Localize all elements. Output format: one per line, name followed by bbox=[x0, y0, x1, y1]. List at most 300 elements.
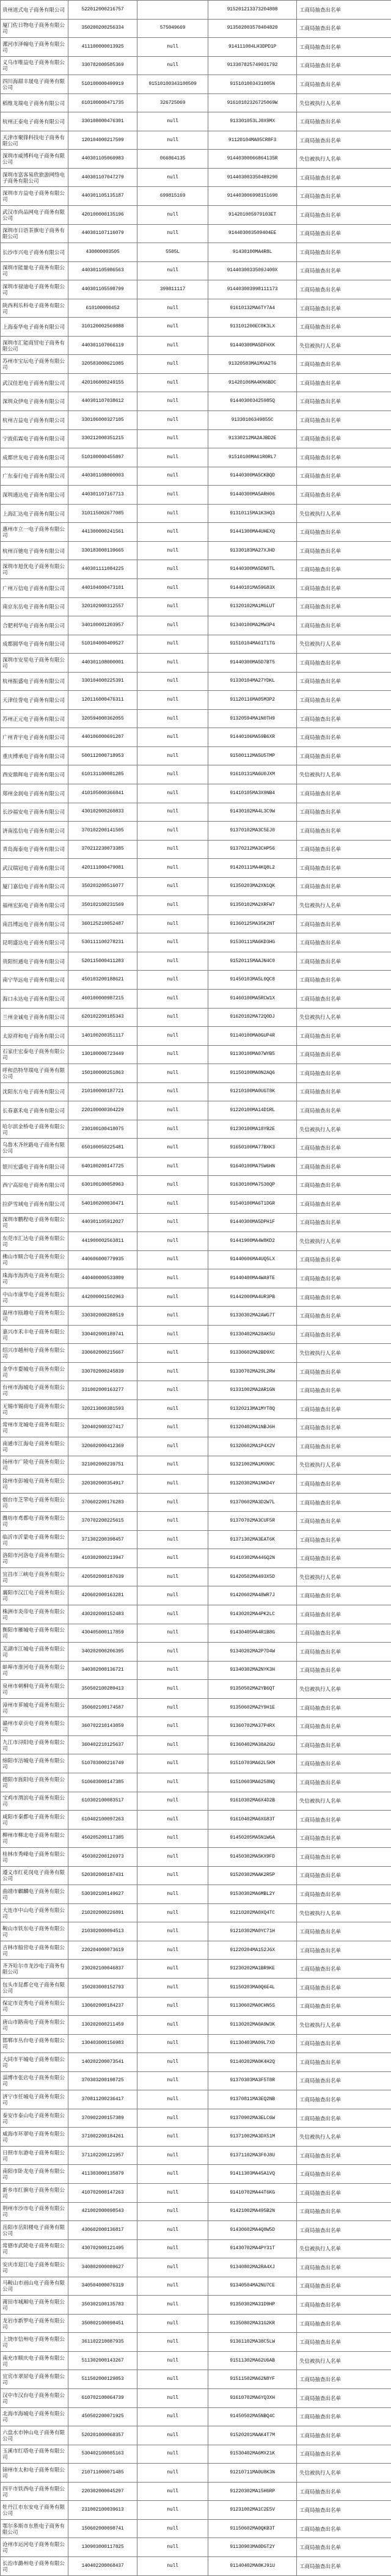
list-type-cell: 工商局抽查出名单 bbox=[297, 784, 391, 803]
registration-number-cell: 330702000245839 bbox=[68, 1362, 137, 1381]
organization-code-cell: null bbox=[137, 1960, 208, 1979]
registration-number-cell: 150203000152793 bbox=[68, 1978, 137, 1997]
registration-number-cell: 420502000187639 bbox=[68, 1567, 137, 1586]
registration-number-cell: 411303000135879 bbox=[68, 2165, 137, 2184]
organization-code-cell: null bbox=[137, 1101, 208, 1120]
registration-number-cell: 430602000136817 bbox=[68, 2221, 137, 2240]
organization-code-cell: null bbox=[137, 2426, 208, 2445]
list-type-cell: 工商局抽查出名单 bbox=[297, 1418, 391, 1437]
list-type-cell: 工商局抽查出名单 bbox=[297, 486, 391, 505]
credit-code-cell: 91450302MA5KX9FD bbox=[208, 1848, 297, 1867]
list-type-cell: 工商局抽查出名单 bbox=[297, 112, 391, 131]
organization-code-cell: null bbox=[137, 784, 208, 803]
table-row bbox=[1, 597, 391, 616]
table-row bbox=[1, 411, 391, 430]
table-row bbox=[1, 2221, 391, 2240]
registration-number-cell: 511502000129853 bbox=[68, 2370, 137, 2389]
organization-code-cell: null bbox=[137, 467, 208, 486]
company-name-cell: 临沂市沂蒙电子商务有限公司 bbox=[1, 1530, 68, 1549]
registration-number-cell: 370902200157389 bbox=[68, 2109, 137, 2128]
organization-code-cell: null bbox=[137, 1792, 208, 1811]
registration-number-cell: 340100001203957 bbox=[68, 616, 137, 635]
credit-code-cell: 91430702MA4PY31T bbox=[208, 2239, 297, 2258]
list-type-cell: 工商局抽查出名单 bbox=[297, 2053, 391, 2072]
table-row bbox=[1, 2501, 391, 2520]
list-type-cell: 工商局抽查出名单 bbox=[297, 373, 391, 392]
credit-code-cell: 9144030033509J400X bbox=[208, 261, 297, 280]
registration-number-cell: 360402210125637 bbox=[68, 1735, 137, 1754]
registration-number-cell: 370212230073385 bbox=[68, 840, 137, 859]
table-row bbox=[1, 2128, 391, 2147]
organization-code-cell: null bbox=[137, 933, 208, 952]
organization-code-cell: null bbox=[137, 2090, 208, 2109]
organization-code-cell: null bbox=[137, 1549, 208, 1568]
registration-number-cell: 430202000152483 bbox=[68, 1605, 137, 1624]
table-row bbox=[1, 2389, 391, 2408]
organization-code-cell: null bbox=[137, 1008, 208, 1027]
organization-code-cell: null bbox=[137, 1362, 208, 1381]
company-name-cell: 广东泰行电子商务有限公司 bbox=[1, 467, 68, 486]
credit-code-cell: 91370702MA3CUF5R bbox=[208, 1512, 297, 1531]
credit-code-cell: 91610102326725069W bbox=[208, 93, 297, 112]
list-type-cell: 工商局抽查出名单 bbox=[297, 2183, 391, 2202]
credit-code-cell: 91440400MA4WA9TE bbox=[208, 1269, 297, 1288]
credit-code-cell: 91450103MA5L0QC8 bbox=[208, 971, 297, 990]
table-row bbox=[1, 746, 391, 765]
credit-code-cell: 91610132MA6TY7A4 bbox=[208, 299, 297, 318]
organization-code-cell: null bbox=[137, 1978, 208, 1997]
table-row bbox=[1, 578, 391, 597]
credit-code-cell: 91410302MA44GQ2N bbox=[208, 1549, 297, 1568]
registration-number-cell: 350502100289413 bbox=[68, 1680, 137, 1699]
registration-number-cell: 610100000452 bbox=[68, 299, 137, 318]
list-type-cell: 工商局抽查出名单 bbox=[297, 318, 391, 337]
company-name-cell: 珠海市海湾电子商务有限公司 bbox=[1, 1269, 68, 1288]
organization-code-cell: null bbox=[137, 2258, 208, 2277]
credit-code-cell: 91320302MA1NKD4Y bbox=[208, 1475, 297, 1494]
company-name-cell: 九江市浔阳电子商务有限公司 bbox=[1, 1735, 68, 1754]
credit-code-cell: 91440101MA59G83X bbox=[208, 578, 297, 597]
organization-code-cell: null bbox=[137, 541, 208, 560]
table-row bbox=[1, 1605, 391, 1624]
table-row bbox=[1, 896, 391, 915]
credit-code-cell: 914403003998111173 bbox=[208, 280, 297, 299]
registration-number-cell: 410702000147263 bbox=[68, 2183, 137, 2202]
company-name-cell: 中山市康华电子商务有限公司 bbox=[1, 1288, 68, 1307]
list-type-cell: 工商局抽查出名单 bbox=[297, 2426, 391, 2445]
credit-code-cell: 91220302MA15H6RP bbox=[208, 2482, 297, 2501]
registration-number-cell: 340202000206395 bbox=[68, 1643, 137, 1662]
credit-code-cell: 91441300MA4UHEXQ bbox=[208, 523, 297, 542]
organization-code-cell: null bbox=[137, 1400, 208, 1419]
credit-code-cell: 91430100MA4R8L bbox=[208, 243, 297, 262]
table-row bbox=[1, 952, 391, 971]
organization-code-cell: null bbox=[137, 1045, 208, 1064]
credit-code-cell: 91350102MA2XRFW7 bbox=[208, 896, 297, 915]
table-row bbox=[1, 2351, 391, 2370]
company-name-cell: 深圳市安星电子商务有限公司 bbox=[1, 654, 68, 673]
list-type-cell: 工商局抽查出名单 bbox=[297, 429, 391, 448]
registration-number-cell: 360702210143859 bbox=[68, 1717, 137, 1736]
registration-number-cell: 130602000184237 bbox=[68, 1997, 137, 2016]
company-name-cell: 衡阳市雁城电子商务有限公司 bbox=[1, 1624, 68, 1643]
registration-number-cell: 220302000045297 bbox=[68, 2482, 137, 2501]
registration-number-cell: 411100000013925 bbox=[68, 38, 137, 57]
list-type-cell: 工商局抽查出名单 bbox=[297, 261, 391, 280]
table-row bbox=[1, 2034, 391, 2053]
company-name-cell: 宁波佑霖电子商务有限公司 bbox=[1, 429, 68, 448]
list-type-cell: 失信被执行人名单 bbox=[297, 635, 391, 654]
company-name-cell: 包头市昆都仑电子商务有限公司 bbox=[1, 1978, 68, 1997]
registration-number-cell: 140100200351117 bbox=[68, 1027, 137, 1046]
list-type-cell: 工商局抽查出名单 bbox=[297, 2556, 391, 2575]
table-row bbox=[1, 1773, 391, 1792]
organization-code-cell: null bbox=[137, 1717, 208, 1736]
company-name-cell: 太原祥和电子商务有限公司 bbox=[1, 1027, 68, 1046]
registration-number-cell: 120116000476311 bbox=[68, 691, 137, 710]
registration-number-cell: 440301105060983 bbox=[68, 150, 137, 169]
organization-code-cell: null bbox=[137, 318, 208, 337]
company-name-cell: 宜昌市三峡电子商务有限公司 bbox=[1, 1567, 68, 1586]
registration-number-cell: 460100000987215 bbox=[68, 989, 137, 1008]
list-type-cell: 工商局抽查出名单 bbox=[297, 1811, 391, 1830]
list-type-cell: 失信被执行人名单 bbox=[297, 1567, 391, 1586]
organization-code-cell: null bbox=[137, 1064, 208, 1083]
organization-code-cell: null bbox=[137, 448, 208, 467]
list-type-cell: 工商局抽查出名单 bbox=[297, 243, 391, 262]
organization-code-cell: null bbox=[137, 746, 208, 765]
registration-number-cell: 450103200188621 bbox=[68, 971, 137, 990]
table-row bbox=[1, 93, 391, 112]
registration-number-cell: 350203200516077 bbox=[68, 877, 137, 896]
company-name-cell: 邯郸市丛台电子商务有限公司 bbox=[1, 2034, 68, 2053]
registration-number-cell: 440606000779935 bbox=[68, 1250, 137, 1269]
list-type-cell: 失信被执行人名单 bbox=[297, 1680, 391, 1699]
list-type-cell: 工商局抽查出名单 bbox=[297, 1288, 391, 1307]
table-row bbox=[1, 19, 391, 38]
organization-code-cell: null bbox=[137, 2519, 208, 2538]
table-row bbox=[1, 2016, 391, 2035]
registration-number-cell: 440301107116079 bbox=[68, 224, 137, 243]
organization-code-cell: null bbox=[137, 2034, 208, 2053]
table-row bbox=[1, 672, 391, 691]
registration-number-cell: 440301111084225 bbox=[68, 560, 137, 579]
table-row bbox=[1, 1586, 391, 1605]
credit-code-cell: 91330702MA29L2RW bbox=[208, 1362, 297, 1381]
credit-code-cell: 914403006998151690 bbox=[208, 187, 297, 206]
table-row bbox=[1, 1400, 391, 1419]
registration-number-cell: 120104000217599 bbox=[68, 131, 137, 150]
registration-number-cell: 630100100058963 bbox=[68, 1176, 137, 1195]
registration-number-cell: 320583000621085 bbox=[68, 355, 137, 374]
organization-code-cell: null bbox=[137, 971, 208, 990]
company-name-cell: 龙岩市新罗电子商务有限公司 bbox=[1, 2314, 68, 2333]
company-name-cell: 吉林市船营电子商务有限公司 bbox=[1, 1941, 68, 1960]
company-name-cell: 杭州正泰电子商务有限公司 bbox=[1, 112, 68, 131]
list-type-cell: 工商局抽查出名单 bbox=[297, 1381, 391, 1400]
company-name-cell: 荆州市沙市电子商务有限公司 bbox=[1, 2202, 68, 2221]
credit-code-cell: 913301053LJ0X9MX bbox=[208, 112, 297, 131]
organization-code-cell: null bbox=[137, 1605, 208, 1624]
credit-code-cell: 91340504MA2NU7CE bbox=[208, 2277, 297, 2296]
registration-number-cell: 350302100135783 bbox=[68, 2296, 137, 2315]
organization-code-cell: null bbox=[137, 1082, 208, 1101]
organization-code-cell: null bbox=[137, 1811, 208, 1830]
registration-number-cell: 350802100098451 bbox=[68, 2314, 137, 2333]
credit-code-cell: 91440300066864135R bbox=[208, 150, 297, 169]
list-type-cell: 工商局抽查出名单 bbox=[297, 1195, 391, 1214]
organization-code-cell: null bbox=[137, 1885, 208, 1904]
list-type-cell: 工商局抽查出名单 bbox=[297, 2071, 391, 2090]
registration-number-cell: 220204000073619 bbox=[68, 1941, 137, 1960]
table-row bbox=[1, 1139, 391, 1158]
list-type-cell: 工商局抽查出名单 bbox=[297, 746, 391, 765]
credit-code-cell: 91630100MA7530QP bbox=[208, 1176, 297, 1195]
company-name-cell: 上饶市信州电子商务有限公司 bbox=[1, 2333, 68, 2352]
list-type-cell: 工商局抽查出名单 bbox=[297, 2482, 391, 2501]
list-type-cell: 工商局抽查出名单 bbox=[297, 2221, 391, 2240]
organization-code-cell: null bbox=[137, 2464, 208, 2483]
registration-number-cell: 330602000215667 bbox=[68, 1344, 137, 1363]
organization-code-cell: null bbox=[137, 2109, 208, 2128]
list-type-cell: 工商局抽查出名单 bbox=[297, 2389, 391, 2408]
list-type-cell: 工商局抽查出名单 bbox=[297, 654, 391, 673]
company-name-cell: 北海市海城电子商务有限公司 bbox=[1, 2407, 68, 2426]
table-row bbox=[1, 616, 391, 635]
credit-code-cell: 91520115MAAJN4C0 bbox=[208, 952, 297, 971]
list-type-cell: 工商局抽查出名单 bbox=[297, 1643, 391, 1662]
company-name-cell: 锦州市太和电子商务有限公司 bbox=[1, 2464, 68, 2483]
credit-code-cell: 91360702MA37P4RX bbox=[208, 1717, 297, 1736]
organization-code-cell: null bbox=[137, 1997, 208, 2016]
list-type-cell: 失信被执行人名单 bbox=[297, 2128, 391, 2147]
table-row bbox=[1, 1829, 391, 1848]
credit-code-cell: 91530111MA6KD3HG bbox=[208, 933, 297, 952]
registration-number-cell: 530402100085163 bbox=[68, 2445, 137, 2464]
list-type-cell: 工商局抽查出名单 bbox=[297, 1661, 391, 1680]
table-row bbox=[1, 318, 391, 337]
company-name-cell: 扬州市广陵电子商务有限公司 bbox=[1, 1456, 68, 1475]
list-type-cell: 工商局抽查出名单 bbox=[297, 2333, 391, 2352]
list-type-cell: 工商局抽查出名单 bbox=[297, 1064, 391, 1083]
credit-code-cell: 91610402MA6XG83T bbox=[208, 1811, 297, 1830]
company-name-cell: 淄博市张店电子商务有限公司 bbox=[1, 2071, 68, 2090]
table-row bbox=[1, 914, 391, 933]
table-row bbox=[1, 709, 391, 728]
organization-code-cell: null bbox=[137, 2071, 208, 2090]
list-type-cell: 工商局抽查出名单 bbox=[297, 168, 391, 187]
credit-code-cell: 91530402MA6MX21K bbox=[208, 2445, 297, 2464]
credit-code-cell: 91340302MA2NYK3H bbox=[208, 1661, 297, 1680]
credit-code-cell: 91440300MA5DPH1F bbox=[208, 1213, 297, 1232]
credit-code-cell: 91220204MA152J6X bbox=[208, 1941, 297, 1960]
credit-code-cell: 914403003425985Q bbox=[208, 392, 297, 411]
registration-number-cell: 130100000723449 bbox=[68, 1045, 137, 1064]
list-type-cell: 失信被执行人名单 bbox=[297, 2016, 391, 2035]
company-name-cell: 深圳市方益电子商务有限公司 bbox=[1, 187, 68, 206]
company-name-cell: 拉萨雪域电子商务有限公司 bbox=[1, 1195, 68, 1214]
registration-number-cell: 330183000139665 bbox=[68, 541, 137, 560]
credit-code-cell: 91610302MA6X4D2B bbox=[208, 1792, 297, 1811]
list-type-cell: 工商局抽查出名单 bbox=[297, 859, 391, 878]
organization-code-cell: null bbox=[137, 1418, 208, 1437]
credit-code-cell: 91320102MA1MGLUT bbox=[208, 597, 297, 616]
table-row bbox=[1, 467, 391, 486]
organization-code-cell: null bbox=[137, 1941, 208, 1960]
company-name-cell: 杭州吉益电子商务有限公司 bbox=[1, 411, 68, 430]
table-row bbox=[1, 1344, 391, 1363]
credit-code-cell: 91350502MA2YB6QT bbox=[208, 1680, 297, 1699]
company-name-cell: 昆明盛达电子商务有限公司 bbox=[1, 933, 68, 952]
company-name-cell: 陕西利乐科电子商务有限公司 bbox=[1, 299, 68, 318]
credit-code-cell: 91370303MA3F5T8R bbox=[208, 2071, 297, 2090]
credit-code-cell: 91130202MA0A9W3K bbox=[208, 2016, 297, 2035]
credit-code-cell: 91520302MAAK2R5P bbox=[208, 1866, 297, 1885]
registration-number-cell: 421002000098543 bbox=[68, 2202, 137, 2221]
table-row bbox=[1, 1717, 391, 1736]
organization-code-cell: null bbox=[137, 1735, 208, 1754]
organization-code-cell: null bbox=[137, 2183, 208, 2202]
list-type-cell: 工商局抽查出名单 bbox=[297, 1325, 391, 1344]
table-row bbox=[1, 1082, 391, 1101]
registration-number-cell: 340802000089627 bbox=[68, 2258, 137, 2277]
list-type-cell: 工商局抽查出名单 bbox=[297, 803, 391, 822]
registration-number-cell: 330106000327105 bbox=[68, 411, 137, 430]
list-type-cell: 工商局抽查出名单 bbox=[297, 2202, 391, 2221]
table-row bbox=[1, 131, 391, 150]
table-row bbox=[1, 2202, 391, 2221]
table-row bbox=[1, 1232, 391, 1251]
organization-code-cell: null bbox=[137, 2538, 208, 2557]
credit-code-cell: 91420502MA493X5D bbox=[208, 1567, 297, 1586]
credit-code-cell: 91320213MA1MYT8Q bbox=[208, 1400, 297, 1419]
list-type-cell: 工商局抽查出名单 bbox=[297, 1157, 391, 1176]
credit-code-cell: 91330602MA2BD9XC bbox=[208, 1344, 297, 1363]
credit-code-cell: 91410702MA44T6KG bbox=[208, 2183, 297, 2202]
company-name-cell: 杭州振盛电子商务有限公司 bbox=[1, 672, 68, 691]
registration-number-cell: 220100000304229 bbox=[68, 1101, 137, 1120]
credit-code-cell: 91210302MA0YC71H bbox=[208, 1922, 297, 1941]
organization-code-cell: null bbox=[137, 859, 208, 878]
credit-code-cell: 91420111MA4KQ8L2 bbox=[208, 859, 297, 878]
list-type-cell: 工商局抽查出名单 bbox=[297, 2370, 391, 2389]
list-type-cell: 工商局抽查出名单 bbox=[297, 19, 391, 38]
table-row bbox=[1, 971, 391, 990]
table-row bbox=[1, 1475, 391, 1494]
credit-code-cell: 913307825749031792 bbox=[208, 56, 297, 75]
table-row bbox=[1, 150, 391, 169]
company-name-cell: 无锡市锡商电子商务有限公司 bbox=[1, 1400, 68, 1419]
registration-number-cell: 330782000585369 bbox=[68, 56, 137, 75]
table-row bbox=[1, 1903, 391, 1922]
credit-code-cell: 91231002MA1C2E5V bbox=[208, 2501, 297, 2520]
list-type-cell: 工商局抽查出名单 bbox=[297, 728, 391, 747]
organization-code-cell: null bbox=[137, 765, 208, 784]
registration-number-cell: 320302000354917 bbox=[68, 1475, 137, 1494]
credit-code-cell: 91130100MA07WYB5 bbox=[208, 1045, 297, 1064]
registration-number-cell: 440106000691207 bbox=[68, 728, 137, 747]
registration-number-cell: 511302000143267 bbox=[68, 2351, 137, 2370]
organization-code-cell: null bbox=[137, 2221, 208, 2240]
list-type-cell: 工商局抽查出名单 bbox=[297, 75, 391, 94]
registration-number-cell: 410105000366841 bbox=[68, 784, 137, 803]
credit-code-cell: 91450205MA5N1W6A bbox=[208, 1829, 297, 1848]
registration-number-cell: 610131100081285 bbox=[68, 765, 137, 784]
credit-code-cell: 91210100MA0UGT8K bbox=[208, 1082, 297, 1101]
organization-code-cell: 699815169 bbox=[137, 187, 208, 206]
company-name-cell: 长治市潞州电子商务有限公司 bbox=[1, 2556, 68, 2575]
table-row bbox=[1, 765, 391, 784]
company-name-cell: 东莞市汇达电子商务有限公司 bbox=[1, 1232, 68, 1251]
table-row bbox=[1, 1045, 391, 1064]
registration-number-cell: 520302000187431 bbox=[68, 1866, 137, 1885]
table-row bbox=[1, 859, 391, 878]
registration-number-cell: 330104000225391 bbox=[68, 672, 137, 691]
organization-code-cell: null bbox=[137, 1848, 208, 1867]
listing-table-body bbox=[1, 1, 391, 2576]
organization-code-cell: null bbox=[137, 2389, 208, 2408]
company-name-cell: 济宁市任城电子商务有限公司 bbox=[1, 2090, 68, 2109]
organization-code-cell: null bbox=[137, 2556, 208, 2575]
registration-number-cell: 331002000163277 bbox=[68, 1381, 137, 1400]
organization-code-cell: null bbox=[137, 1344, 208, 1363]
credit-code-cell: 91120116MA05M3P2 bbox=[208, 691, 297, 710]
company-name-cell: 杭州百驰电子商务有限公司 bbox=[1, 541, 68, 560]
credit-code-cell: 91650100MA77BXK3 bbox=[208, 1139, 297, 1158]
list-type-cell: 工商局抽查出名单 bbox=[297, 467, 391, 486]
company-name-cell: 上海汇达电子商务有限公司 bbox=[1, 504, 68, 523]
table-row bbox=[1, 2071, 391, 2090]
registration-number-cell: 370303200198725 bbox=[68, 2071, 137, 2090]
organization-code-cell: null bbox=[137, 2370, 208, 2389]
company-name-cell: 长春嘉禾电子商务有限公司 bbox=[1, 1101, 68, 1120]
company-name-cell: 徐州市彭城电子商务有限公司 bbox=[1, 1475, 68, 1494]
registration-number-cell: 430702000121495 bbox=[68, 2239, 137, 2258]
registration-number-cell: 150602000098741 bbox=[68, 2519, 137, 2538]
registration-number-cell: 430102000260833 bbox=[68, 803, 137, 822]
credit-code-cell: 91230202MA1BR9KE bbox=[208, 1960, 297, 1979]
table-row bbox=[1, 1456, 391, 1475]
table-row bbox=[1, 280, 391, 299]
table-row bbox=[1, 1978, 391, 1997]
organization-code-cell: null bbox=[137, 168, 208, 187]
credit-code-cell: 91330212MA2AJBD2E bbox=[208, 429, 297, 448]
table-row bbox=[1, 2538, 391, 2557]
organization-code-cell: null bbox=[137, 672, 208, 691]
list-type-cell: 失信被执行人名单 bbox=[297, 1792, 391, 1811]
table-row bbox=[1, 1567, 391, 1586]
list-type-cell: 工商局抽查出名单 bbox=[297, 1829, 391, 1848]
credit-code-cell: 91510703MA62L5KM bbox=[208, 1754, 297, 1773]
registration-number-cell: 610402100097263 bbox=[68, 1811, 137, 1830]
company-name-cell: 南通市江海电子商务有限公司 bbox=[1, 1437, 68, 1456]
registration-number-cell: 140202200073541 bbox=[68, 2053, 137, 2072]
company-name-cell: 台州市海城电子商务有限公司 bbox=[1, 1381, 68, 1400]
credit-code-cell: 91370902MA3ELC6W bbox=[208, 2109, 297, 2128]
table-row bbox=[1, 392, 391, 411]
company-name-cell: 上海泰华电子商务有限公司 bbox=[1, 318, 68, 337]
company-name-cell: 稻维龙瑞电子商务有限公司 bbox=[1, 93, 68, 112]
table-row bbox=[1, 56, 391, 75]
company-name-cell: 天津佳誉电子商务有限公司 bbox=[1, 691, 68, 710]
registration-number-cell: 650100050225481 bbox=[68, 1139, 137, 1158]
registration-number-cell: 420602000163281 bbox=[68, 1586, 137, 1605]
registration-number-cell: 140402200068437 bbox=[68, 2556, 137, 2575]
organization-code-cell: null bbox=[137, 1680, 208, 1699]
table-row bbox=[1, 2277, 391, 2296]
company-name-cell: 漯河市泽翰电子商务有限公司 bbox=[1, 38, 68, 57]
credit-code-cell: 91130403MA09L7XD bbox=[208, 2034, 297, 2053]
